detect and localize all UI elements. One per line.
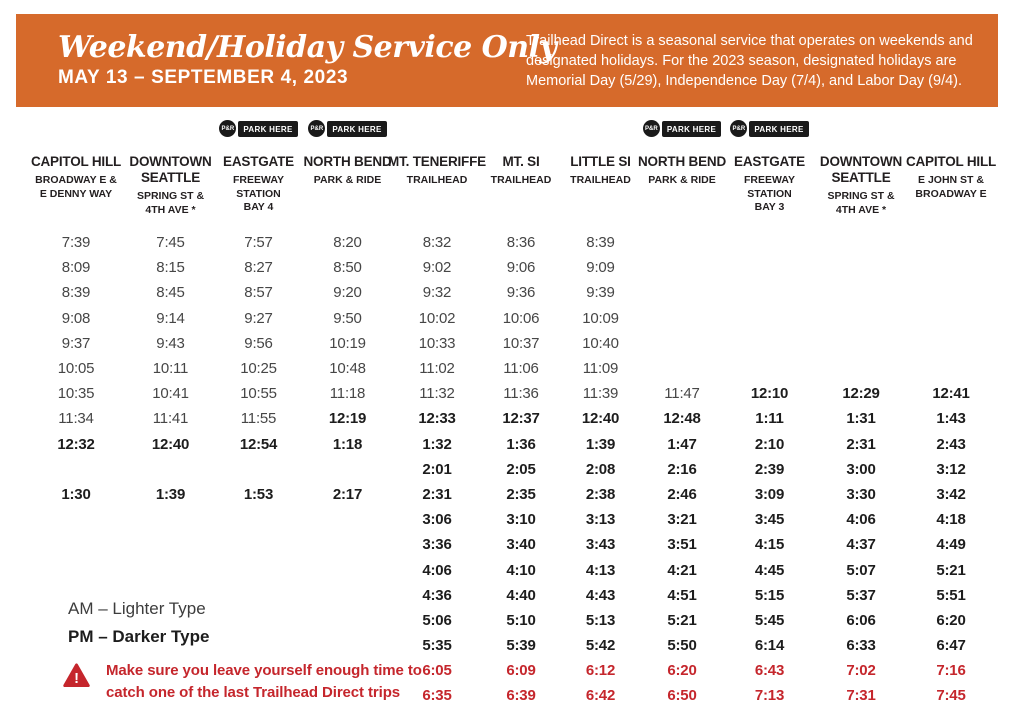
time-cell: 2:16 [667,460,697,478]
time-cell: 10:02 [418,309,456,327]
stop-name: DOWNTOWN [819,154,903,169]
svg-text:!: ! [74,670,79,687]
park-and-ride-icon: P&R [643,120,660,137]
park-here-badge [643,120,721,154]
table-row [26,557,1006,582]
time-cell: 7:45 [936,687,966,705]
time-cell: 8:39 [61,284,91,302]
time-cell: 1:43 [936,410,966,428]
time-cell: 11:47 [664,385,700,403]
time-cell: 6:43 [754,662,785,680]
stop-sublabel: TRAILHEAD [490,174,552,187]
time-cell: 8:50 [333,259,362,277]
time-cell: 1:32 [422,435,452,453]
time-cell: 6:50 [667,687,697,705]
time-cell: 6:47 [936,637,966,655]
time-cell: 8:09 [61,259,91,277]
time-cell: 2:05 [506,460,536,478]
time-cell: 12:41 [932,385,970,403]
stop-sublabel: SPRING ST & [827,190,895,203]
time-cell: 3:30 [846,485,876,503]
time-cell: 11:41 [152,410,189,428]
park-here-label: PARK HERE [749,121,808,137]
time-cell: 4:06 [846,511,876,529]
time-cell: 2:01 [422,460,452,478]
time-cell: 3:51 [667,536,697,554]
stop-sublabel: FREEWAY [233,174,284,187]
time-cell: 10:37 [502,334,540,352]
time-cell: 12:48 [663,410,701,428]
time-cell: 9:32 [422,284,452,302]
table-row [26,255,1006,280]
table-row [26,507,1006,532]
stop-sublabel: BAY 3 [754,201,785,214]
park-and-ride-icon: P&R [308,120,325,137]
time-cell: 9:06 [506,259,536,277]
stop-name: LITTLE SI [570,154,631,169]
time-cell: 1:36 [506,435,536,453]
time-cell: 6:05 [422,662,452,680]
park-and-ride-badge [730,120,808,137]
time-cell: 12:33 [418,410,456,428]
time-cell: 2:31 [846,435,876,453]
time-cell: 2:43 [936,435,966,453]
time-cell: 11:02 [419,360,455,378]
time-cell: 10:05 [57,360,95,378]
time-cell: 1:11 [755,410,784,428]
stop-name: EASTGATE [223,154,294,169]
time-cell: 6:42 [585,687,616,705]
time-cell: 9:43 [156,334,185,352]
time-cell: 4:40 [506,586,536,604]
time-cell: 6:20 [667,662,697,680]
warning-text: Make sure you leave yourself enough time to catch one of the last Trailhead Direct trips [106,662,422,701]
stop-sublabel: STATION [747,187,792,200]
time-cell: 11:34 [58,410,94,428]
time-cell: 6:33 [846,637,876,655]
time-cell: 4:49 [936,536,966,554]
table-row [26,381,1006,406]
time-cell: 10:06 [502,309,540,327]
time-cell: 10:41 [152,385,189,403]
park-here-label: PARK HERE [662,121,721,137]
time-cell: 8:39 [586,234,615,252]
time-cell: 11:18 [329,385,366,403]
time-cell: 4:36 [422,586,452,604]
time-cell: 3:12 [936,460,966,478]
time-cell: 4:43 [585,586,616,604]
time-cell: 12:29 [842,385,880,403]
time-cell: 10:40 [582,334,619,352]
time-cell: 7:13 [754,687,785,705]
column-header [302,120,393,218]
time-cell: 8:36 [506,234,536,252]
time-cell: 5:45 [754,611,785,629]
time-cell: 2:31 [422,485,452,503]
time-cell: 10:55 [240,385,277,403]
stop-sublabel: E JOHN ST & [918,174,984,187]
park-here-badge [730,120,808,154]
time-cell: 9:36 [506,284,536,302]
time-cell: 7:16 [936,662,966,680]
table-row [26,532,1006,557]
stop-name: NORTH BEND [638,154,726,169]
time-cell: 4:06 [422,561,452,579]
park-here-badge [308,120,386,154]
time-cell: 1:18 [332,435,363,453]
time-cell: 2:39 [754,460,785,478]
time-cell: 7:45 [156,234,185,252]
time-cell: 2:46 [667,485,697,503]
time-cell: 12:40 [581,410,620,428]
table-row [26,457,1006,482]
table-row [26,356,1006,381]
column-header [481,120,561,218]
column-header [724,120,815,218]
stop-sublabel: FREEWAY [744,174,795,187]
time-cell: 9:37 [61,334,91,352]
stop-name: EASTGATE [734,154,805,169]
banner [16,14,998,107]
time-cell: 1:30 [61,485,91,503]
time-cell: 8:15 [156,259,185,277]
banner-left [16,29,557,90]
stop-sublabel: BROADWAY E [915,187,987,200]
time-cell: 8:45 [156,284,185,302]
time-cell: 11:06 [503,360,539,378]
time-cell: 12:40 [151,435,190,453]
time-cell: 8:20 [333,234,362,252]
column-header [126,120,215,218]
table-row [26,306,1006,331]
time-cell: 9:14 [156,309,185,327]
column-header [26,120,126,218]
stop-sublabel: 4TH AVE * [835,204,887,217]
legend-pm: PM – Darker Type [68,627,210,646]
time-cell: 1:53 [243,485,274,503]
stop-name: CAPITOL HILL [905,154,997,169]
time-cell: 5:15 [754,586,785,604]
table-row [26,432,1006,457]
time-cell: 4:13 [585,561,616,579]
time-cell: 7:31 [846,687,876,705]
time-cell: 7:57 [244,234,273,252]
stop-sublabel: PARK & RIDE [648,174,716,187]
time-cell: 10:19 [329,334,366,352]
stop-sublabel: SPRING ST & [136,190,205,203]
time-cell: 5:07 [846,561,876,579]
time-cell: 1:39 [585,435,616,453]
time-cell: 3:06 [422,511,452,529]
time-cell: 9:27 [244,309,273,327]
column-header [561,120,640,218]
time-cell: 6:20 [936,611,966,629]
time-cell: 12:10 [750,385,789,403]
time-cell: 3:42 [936,485,966,503]
time-cell: 3:10 [506,511,536,529]
time-cell: 9:50 [333,309,362,327]
table-row [26,406,1006,431]
banner-title: Weekend/Holiday Service Only [58,29,557,65]
time-cell: 1:47 [667,435,697,453]
time-cell: 12:19 [328,410,367,428]
time-cell: 6:14 [754,637,785,655]
time-cell: 11:32 [419,385,455,403]
time-cell: 2:38 [585,485,616,503]
time-cell: 5:39 [506,637,536,655]
table-row [26,482,1006,507]
time-cell: 10:35 [57,385,95,403]
stop-sublabel: BAY 4 [243,201,274,214]
time-cell: 11:55 [240,410,277,428]
time-cell: 4:18 [936,511,966,529]
time-cell: 5:35 [422,637,452,655]
time-cell: 9:02 [422,259,452,277]
time-cell: 5:21 [667,611,697,629]
stop-sublabel: 4TH AVE * [145,204,196,217]
time-cell: 4:10 [506,561,536,579]
stop-sublabel: PARK & RIDE [313,174,382,187]
time-cell: 12:32 [57,435,95,453]
time-cell: 8:32 [422,234,452,252]
park-and-ride-badge [219,120,297,137]
time-cell: 7:39 [61,234,91,252]
warning-triangle-icon [63,663,90,688]
park-and-ride-badge [308,120,386,137]
park-and-ride-icon: P&R [730,120,747,137]
time-cell: 11:09 [582,360,619,378]
time-cell: 9:56 [244,334,273,352]
park-here-label: PARK HERE [327,121,386,137]
stop-name: MT. SI [502,154,540,169]
banner-date-range: MAY 13 – SEPTEMBER 4, 2023 [58,67,349,89]
time-cell: 7:02 [846,662,876,680]
column-header [907,120,995,218]
time-cell: 9:09 [586,259,615,277]
time-cell: 6:06 [846,611,876,629]
time-cell: 12:37 [502,410,540,428]
park-here-badge [219,120,297,154]
time-cell: 10:09 [582,309,619,327]
time-cell: 4:21 [667,561,697,579]
timetable-header [26,120,1006,218]
park-here-label: PARK HERE [238,121,297,137]
time-cell: 11:39 [582,385,619,403]
time-cell: 3:09 [754,485,785,503]
column-header [215,120,302,218]
stop-name: CAPITOL HILL [30,154,122,169]
column-header [815,120,907,218]
column-header [640,120,724,218]
time-cell: 9:20 [333,284,362,302]
time-cell: 10:33 [418,334,456,352]
time-cell: 5:10 [506,611,536,629]
table-row [26,230,1006,255]
stop-name: NORTH BEND [303,154,392,169]
stop-name: DOWNTOWN [129,154,212,169]
park-and-ride-icon: P&R [219,120,236,137]
time-cell: 3:40 [506,536,536,554]
time-cell: 3:21 [667,511,697,529]
time-cell: 3:43 [585,536,616,554]
time-cell: 10:48 [329,360,366,378]
stop-sublabel: TRAILHEAD [406,174,468,187]
stop-name: MT. TENERIFFE [388,154,486,169]
time-cell: 6:35 [422,687,452,705]
time-cell: 5:13 [585,611,616,629]
time-cell: 5:37 [846,586,876,604]
time-cell: 4:51 [667,586,697,604]
time-cell: 4:15 [754,536,785,554]
banner-description: Trailhead Direct is a seasonal service that operates on weekends and designated holidays. For the 2023 season, designated holidays are Memorial Day (5/29), Independence Day (7/4), and Labor Day (9/4). [526,32,973,89]
warning [63,660,456,704]
time-cell: 5:42 [585,637,616,655]
time-cell: 10:11 [152,360,189,378]
legend-am: AM – Lighter Type [68,599,206,618]
time-cell: 3:45 [754,511,785,529]
time-cell: 4:45 [754,561,785,579]
park-and-ride-badge [643,120,721,137]
table-row [26,280,1006,305]
stop-name: SEATTLE [831,170,891,186]
time-cell: 6:12 [585,662,616,680]
time-cell: 5:21 [936,561,966,579]
time-cell: 8:27 [244,259,273,277]
stop-sublabel: BROADWAY E & [35,174,117,187]
time-cell: 5:51 [936,586,966,604]
time-cell: 12:54 [239,435,278,453]
time-cell: 5:06 [422,611,452,629]
table-row [26,331,1006,356]
time-cell: 6:09 [506,662,536,680]
stop-sublabel: E DENNY WAY [39,187,113,200]
time-cell: 8:57 [244,284,273,302]
time-cell: 2:35 [506,485,536,503]
time-cell: 2:08 [585,460,616,478]
time-cell: 1:31 [846,410,876,428]
time-cell: 2:17 [332,485,363,503]
stop-sublabel: STATION [236,187,281,200]
time-cell: 11:36 [503,385,539,403]
time-cell: 3:13 [585,511,616,529]
time-cell: 10:25 [240,360,277,378]
stop-name: SEATTLE [140,170,201,186]
column-header [388,120,486,218]
time-cell: 6:39 [506,687,536,705]
time-cell: 3:36 [422,536,452,554]
time-cell: 9:08 [61,309,91,327]
stop-sublabel: TRAILHEAD [570,174,631,187]
time-cell: 9:39 [586,284,615,302]
time-cell: 3:00 [846,460,876,478]
time-cell: 2:10 [754,435,785,453]
time-cell: 5:50 [667,637,697,655]
time-cell: 1:39 [155,485,186,503]
time-cell: 4:37 [846,536,876,554]
